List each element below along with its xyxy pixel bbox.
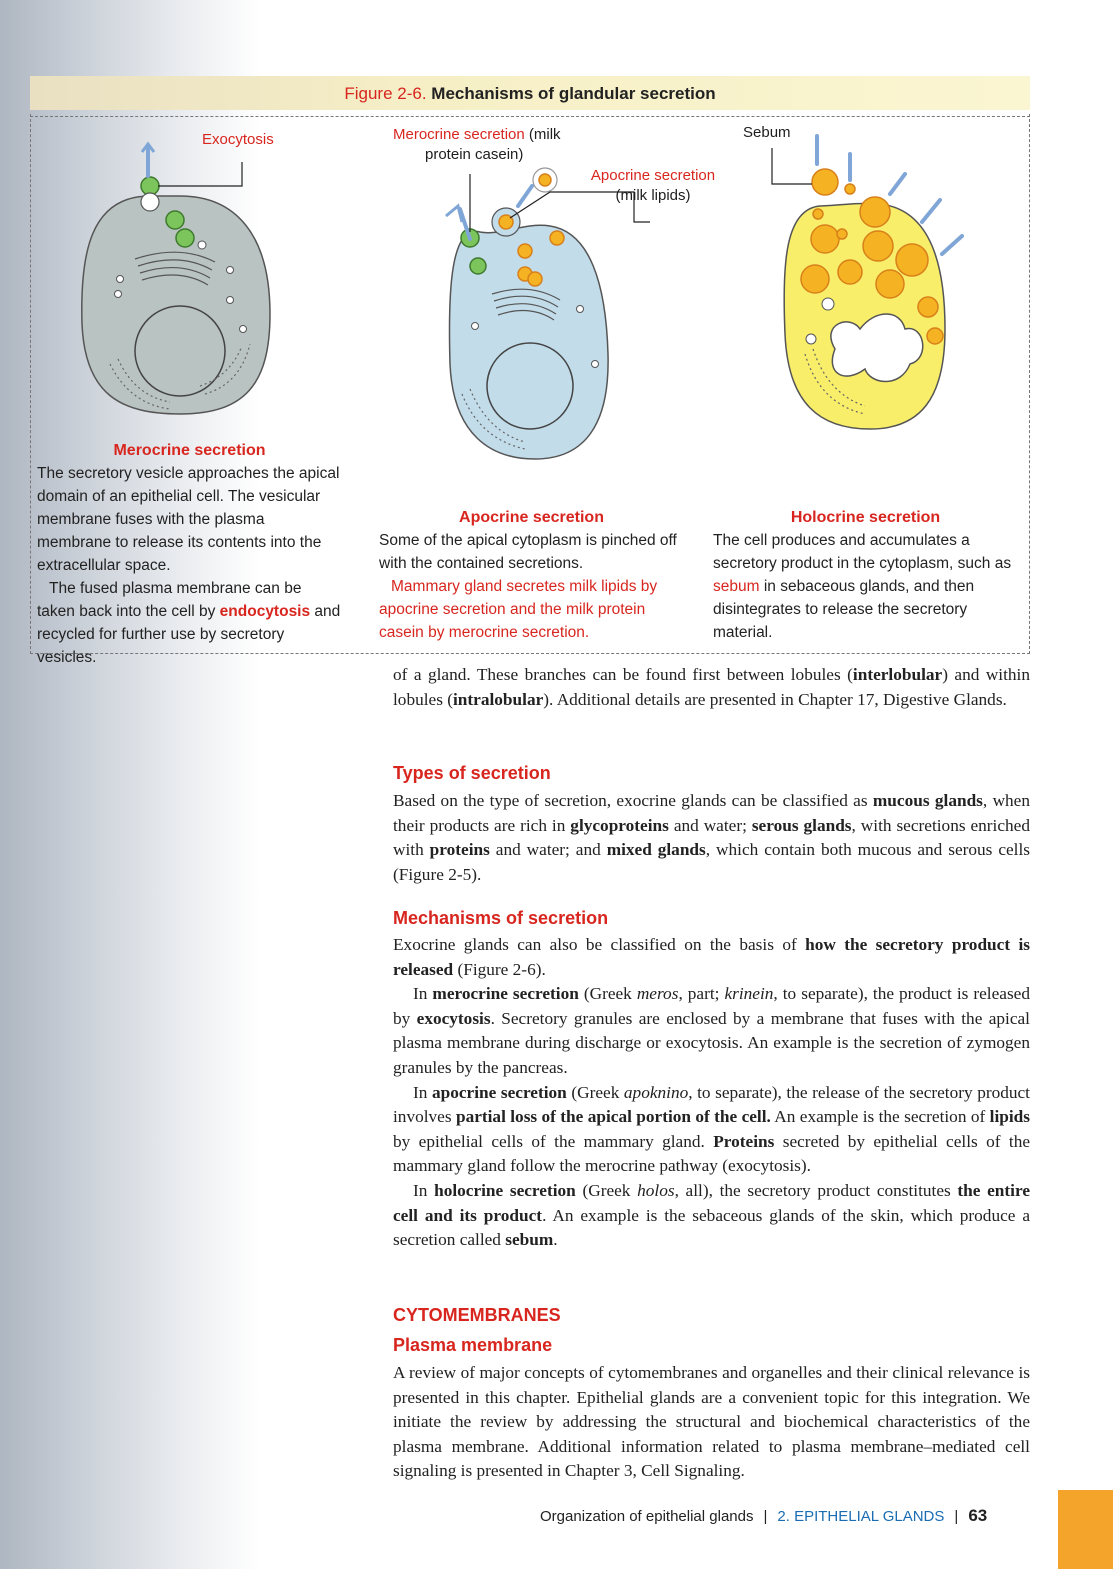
- mechanisms-p4: In holocrine secretion (Greek holos, all), the secretory product constitutes the entire cell and its product. An example is the sebaceous glands of the skin, which produce a secretion called sebum.: [393, 1180, 1031, 1250]
- heading-mechanisms-of-secretion: Mechanisms of secretion: [393, 908, 609, 928]
- label-apocrine-lipids: Apocrine secretion (milk lipids): [590, 167, 716, 204]
- figure-title-text: Mechanisms of glandular secretion: [431, 84, 716, 103]
- caption-merocrine-p1: The secretory vesicle approaches the apical domain of an epithelial cell. The vesicular membrane fuses with the plasma membrane to release its contents into the extracellular space.: [37, 465, 340, 574]
- plasma-membrane-paragraph: A review of major concepts of cytomembranes and organelles and their clinical relevance is presented in this chapter. Epithelial glands are a convenient topic for this integration. We initiate the review by addressing the structural and biochemical characteristics of the plasma membrane. Additional information related to plasma membrane–mediated cell signaling is presented in Chapter 3, Cell Signaling.: [393, 1363, 1030, 1481]
- caption-holocrine-heading: Holocrine secretion: [790, 509, 941, 526]
- heading-plasma-membrane: Plasma membrane: [393, 1335, 553, 1355]
- caption-merocrine-p2: The fused plasma membrane can be taken back into the cell by endocytosis and recycled for further use by secretory vesicles.: [37, 580, 341, 666]
- mechanisms-p2: In merocrine secretion (Greek meros, part; krinein, to separate), the product is released by exocytosis. Secretory granules are enclosed by a membrane that fuses with the apical plasma membrane during discharge or exocytosis. An example is the secretion of zymogen granules by the pancreas.: [393, 984, 1030, 1077]
- intro-paragraph: of a gland. These branches can be found first between lobules (interlobular) and within lobules (intralobular). Additional details are presented in Chapter 17, Digestive Glands.: [393, 665, 1030, 709]
- figure-title-bar: [30, 76, 1030, 110]
- figure-title: [30, 84, 1030, 104]
- caption-apocrine-heading: Apocrine secretion: [459, 509, 604, 526]
- mechanisms-paragraphs: [393, 933, 1030, 1253]
- heading-types-of-secretion: Types of secretion: [393, 763, 551, 783]
- types-paragraph: Based on the type of secretion, exocrine glands can be classified as mucous glands, when their products are rich in glycoproteins and water; serous glands, with secretions enriched with proteins and water; and mixed glands, which contain both mucous and serous cells (Figure 2-5).: [393, 791, 1031, 884]
- heading-cytomembranes: CYTOMEMBRANES: [393, 1305, 561, 1325]
- apocrine-cell: [446, 168, 650, 459]
- page-number: 63: [968, 1506, 988, 1525]
- label-merocrine-milk: Merocrine secretion (milk protein casein): [393, 126, 561, 163]
- holocrine-cell: [772, 136, 962, 429]
- caption-holocrine-p1: The cell produces and accumulates a secretory product in the cytoplasm, such as sebum in sebaceous glands, and then disintegrates to release the secretory material.: [713, 532, 1012, 641]
- merocrine-cell: [82, 144, 270, 414]
- footer-chapter: 2. EPITHELIAL GLANDS: [777, 1508, 945, 1525]
- caption-apocrine-p2: Mammary gland secretes milk lipids by apocrine secretion and the milk protein casein by merocrine secretion.: [379, 578, 658, 641]
- page-footer: Organization of epithelial glands | 2. EPITHELIAL GLANDS | 63: [540, 1506, 988, 1525]
- figure-illustration: [30, 114, 1030, 494]
- caption-holocrine: [713, 506, 1018, 644]
- merocrine-nucleus: [135, 306, 225, 396]
- caption-merocrine: [37, 439, 342, 669]
- caption-merocrine-heading: Merocrine secretion: [113, 442, 266, 459]
- figure-label: Figure 2-6.: [344, 84, 427, 103]
- apocrine-nucleus: [487, 343, 573, 429]
- mechanisms-p3: In apocrine secretion (Greek apoknino, to separate), the release of the secretory product involves partial loss of the apical portion of the cell. An example is the secretion of lipids by epithelial cells of the mammary gland. Proteins secreted by epithelial cells of the mammary gland follow the merocrine pathway (exocytosis).: [393, 1082, 1030, 1176]
- caption-apocrine-p1: Some of the apical cytoplasm is pinched off with the contained secretions.: [379, 532, 677, 572]
- page-corner-tab: [1058, 1490, 1113, 1569]
- footer-section: Organization of epithelial glands: [540, 1508, 754, 1525]
- label-sebum: Sebum: [743, 124, 791, 141]
- label-exocytosis: Exocytosis: [202, 131, 274, 148]
- caption-apocrine: [379, 506, 684, 644]
- merocrine-vesicle-fusing: [141, 177, 159, 195]
- mechanisms-p1: Exocrine glands can also be classified on the basis of how the secretory product is released (Figure 2-6).: [393, 935, 1031, 979]
